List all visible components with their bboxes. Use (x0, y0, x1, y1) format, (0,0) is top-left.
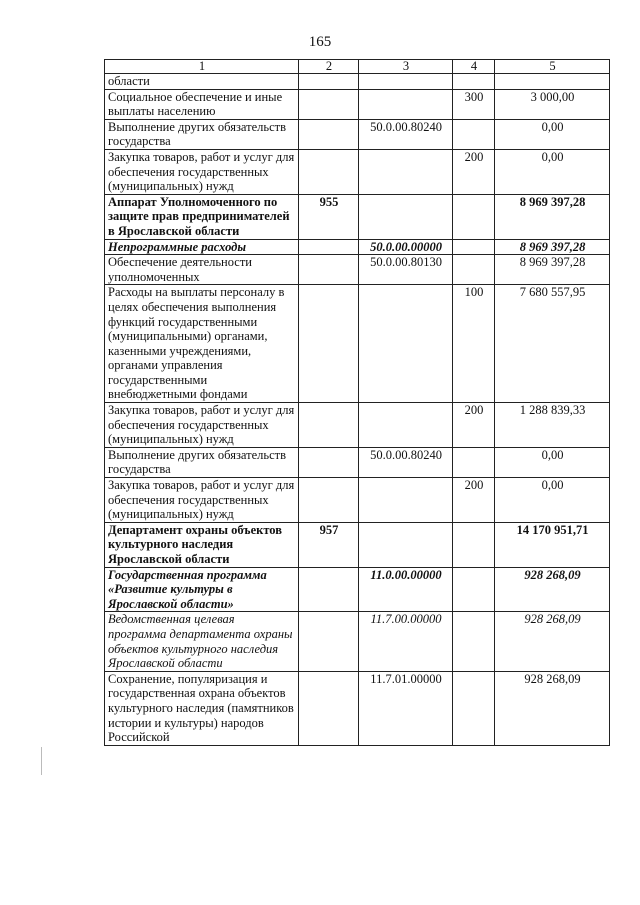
row-target: 50.0.00.00000 (359, 239, 453, 255)
row-name: Расходы на выплаты персоналу в целях обеспечения выполнения функций государственными (муниципальными) органами, казенными учреждениями, органами управления государственными внебюджетными фондами (105, 285, 299, 403)
table-row (105, 194, 610, 239)
row-kind (453, 612, 495, 671)
header-col-5: 5 (495, 60, 610, 74)
row-name: Выполнение других обязательств государства (105, 119, 299, 149)
row-dept (299, 89, 359, 119)
row-amount: 7 680 557,95 (495, 285, 610, 403)
table-row (105, 149, 610, 194)
table-header-row (105, 60, 610, 74)
row-name: Сохранение, популяризация и государственная охрана объектов культурного наследия (памятников истории и культуры) народов Российской (105, 671, 299, 745)
row-target: 50.0.00.80130 (359, 255, 453, 285)
row-amount: 1 288 839,33 (495, 403, 610, 448)
row-amount: 0,00 (495, 149, 610, 194)
row-dept: 957 (299, 522, 359, 567)
page-number: 165 (308, 34, 332, 50)
row-kind: 200 (453, 478, 495, 523)
row-dept (299, 478, 359, 523)
row-target: 11.7.00.00000 (359, 612, 453, 671)
row-name: Социальное обеспечение и иные выплаты населению (105, 89, 299, 119)
row-target (359, 89, 453, 119)
row-name: Закупка товаров, работ и услуг для обеспечения государственных (муниципальных) нужд (105, 149, 299, 194)
scan-margin-mark (41, 747, 42, 775)
row-kind (453, 567, 495, 612)
table-row (105, 522, 610, 567)
row-dept (299, 74, 359, 90)
row-target (359, 285, 453, 403)
table-row (105, 567, 610, 612)
row-dept (299, 119, 359, 149)
row-name: Аппарат Уполномоченного по защите прав предпринимателей в Ярославской области (105, 194, 299, 239)
row-kind (453, 74, 495, 90)
row-dept (299, 567, 359, 612)
table-row (105, 285, 610, 403)
row-target (359, 522, 453, 567)
header-col-3: 3 (359, 60, 453, 74)
row-dept (299, 255, 359, 285)
table-row (105, 403, 610, 448)
row-dept (299, 285, 359, 403)
row-amount: 8 969 397,28 (495, 194, 610, 239)
table-row (105, 612, 610, 671)
row-target (359, 478, 453, 523)
table-row (105, 478, 610, 523)
row-kind (453, 671, 495, 745)
table-row (105, 89, 610, 119)
row-dept (299, 447, 359, 477)
row-name: Департамент охраны объектов культурного наследия Ярославской области (105, 522, 299, 567)
table-row (105, 255, 610, 285)
table-row (105, 239, 610, 255)
table-row (105, 671, 610, 745)
row-dept (299, 239, 359, 255)
row-target (359, 194, 453, 239)
table-row (105, 119, 610, 149)
row-target (359, 74, 453, 90)
header-col-2: 2 (299, 60, 359, 74)
row-kind: 200 (453, 403, 495, 448)
row-target: 11.7.01.00000 (359, 671, 453, 745)
row-target: 50.0.00.80240 (359, 119, 453, 149)
row-kind (453, 194, 495, 239)
row-target (359, 403, 453, 448)
row-name: Непрограммные расходы (105, 239, 299, 255)
row-name: Государственная программа «Развитие культуры в Ярославской области» (105, 567, 299, 612)
row-amount: 3 000,00 (495, 89, 610, 119)
row-amount: 8 969 397,28 (495, 255, 610, 285)
row-amount: 14 170 951,71 (495, 522, 610, 567)
row-name: Ведомственная целевая программа департамента охраны объектов культурного наследия Ярославской области (105, 612, 299, 671)
header-col-4: 4 (453, 60, 495, 74)
budget-table (104, 59, 610, 746)
row-kind (453, 255, 495, 285)
row-kind (453, 522, 495, 567)
row-amount: 8 969 397,28 (495, 239, 610, 255)
row-dept: 955 (299, 194, 359, 239)
row-amount: 0,00 (495, 478, 610, 523)
row-kind: 100 (453, 285, 495, 403)
row-kind (453, 447, 495, 477)
row-target: 11.0.00.00000 (359, 567, 453, 612)
row-kind (453, 239, 495, 255)
row-name: Обеспечение деятельности уполномоченных (105, 255, 299, 285)
header-col-1: 1 (105, 60, 299, 74)
row-kind (453, 119, 495, 149)
row-name: Закупка товаров, работ и услуг для обеспечения государственных (муниципальных) нужд (105, 403, 299, 448)
row-amount: 0,00 (495, 447, 610, 477)
row-amount: 928 268,09 (495, 671, 610, 745)
row-name: Выполнение других обязательств государства (105, 447, 299, 477)
row-dept (299, 612, 359, 671)
row-amount: 928 268,09 (495, 612, 610, 671)
row-kind: 200 (453, 149, 495, 194)
row-name: Закупка товаров, работ и услуг для обеспечения государственных (муниципальных) нужд (105, 478, 299, 523)
row-amount: 0,00 (495, 119, 610, 149)
row-dept (299, 403, 359, 448)
row-name: области (105, 74, 299, 90)
row-target: 50.0.00.80240 (359, 447, 453, 477)
row-kind: 300 (453, 89, 495, 119)
row-dept (299, 671, 359, 745)
row-dept (299, 149, 359, 194)
table-row (105, 74, 610, 90)
row-target (359, 149, 453, 194)
row-amount: 928 268,09 (495, 567, 610, 612)
row-amount (495, 74, 610, 90)
table-row (105, 447, 610, 477)
